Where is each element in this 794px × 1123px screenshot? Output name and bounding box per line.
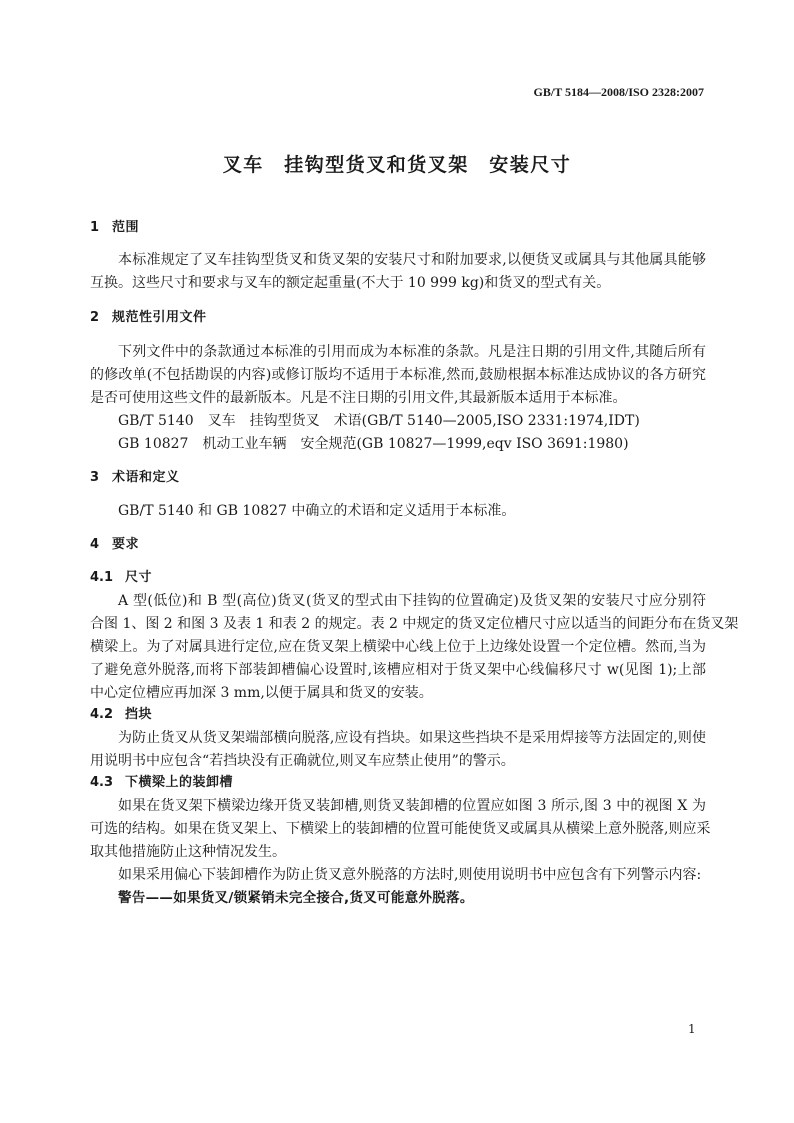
page-number: 1 [688,1022,696,1036]
paragraph-line: 可选的结构。如果在货叉架上、下横梁上的装卸槽的位置可能使货叉或属具从横梁上意外脱落,则应采 [90,821,711,837]
document-title: 叉车 挂钩型货叉和货叉架 安装尺寸 [222,154,572,176]
paragraph-line: 本标准规定了叉车挂钩型货叉和货叉架的安装尺寸和附加要求,以便货叉或属具与其他属具能够 [118,252,706,268]
section-number: 3 [90,470,100,485]
reference-item: GB 10827 机动工业车辆 安全规范(GB 10827—1999,eqv ISO 3691:1980) [118,436,629,452]
section-4-1-heading [90,567,706,589]
paragraph-line: 取其他措施防止这种情况发生。 [90,844,286,860]
section-title: 术语和定义 [112,470,180,485]
section-4-2-paragraph [90,727,706,773]
section-4-1-paragraph [90,590,739,705]
section-2-paragraph [90,341,706,456]
section-number: 2 [90,310,100,325]
subsection-number: 4.3 [90,775,114,790]
paragraph-line: 是否可使用这些文件的最新版本。凡是不注日期的引用文件,其最新版本适用于本标准。 [90,390,627,406]
paragraph-line: 用说明书中应包含“若挡块没有正确就位,则叉车应禁止使用”的警示。 [90,753,515,769]
section-1-heading [90,217,706,239]
paragraph-line: GB/T 5140 和 GB 10827 中确立的术语和定义适用于本标准。 [118,503,516,519]
subsection-title: 下横梁上的装卸槽 [125,775,234,790]
section-number: 4 [90,537,100,552]
paragraph-line: 如果采用偏心下装卸槽作为防止货叉意外脱落的方法时,则使用说明书中应包含有下列警示内容: [118,867,702,883]
paragraph-line: 合图 1、图 2 和图 3 及表 1 和表 2 的规定。表 2 中规定的货叉定位槽尺寸应以适当的间距分布在货叉架 [90,616,739,632]
paragraph-line: 如果在货叉架下横梁边缘开货叉装卸槽,则货叉装卸槽的位置应如图 3 所示,图 3 中的视图 X 为 [118,798,706,814]
warning-text: 警告——如果货叉/锁紧销未完全接合,货叉可能意外脱落。 [118,890,474,906]
section-3-paragraph [90,500,706,523]
subsection-number: 4.1 [90,570,114,585]
section-4-3-heading [90,772,706,794]
subsection-number: 4.2 [90,707,114,722]
paragraph-line: A 型(低位)和 B 型(高位)货叉(货叉的型式由下挂钩的位置确定)及货叉架的安装尺寸应分别符 [118,593,706,609]
section-2-heading [90,307,706,329]
paragraph-line: 互换。这些尺寸和要求与叉车的额定起重量(不大于 10 999 kg)和货叉的型式有关。 [90,275,611,291]
reference-item: GB/T 5140 叉车 挂钩型货叉 术语(GB/T 5140—2005,ISO 2331:1974,IDT) [118,413,640,429]
section-title: 范围 [112,220,140,235]
paragraph-line: 下列文件中的条款通过本标准的引用而成为本标准的条款。凡是注日期的引用文件,其随后所有 [118,344,706,360]
section-3-heading [90,467,706,489]
section-4-heading [90,534,706,556]
subsection-title: 尺寸 [125,570,153,585]
paragraph-line: 横梁上。为了对属具进行定位,应在货叉架上横梁中心线上位于上边缘处设置一个定位槽。然而,当为 [90,639,706,655]
subsection-title: 挡块 [125,707,153,722]
section-4-2-heading [90,704,706,726]
paragraph-line: 了避免意外脱落,而将下部装卸槽偏心设置时,该槽应相对于货叉架中心线偏移尺寸 w(见图 1);上部 [90,662,706,678]
section-1-paragraph [90,249,706,295]
standard-code-header: GB/T 5184—2008/ISO 2328:2007 [533,85,704,99]
section-4-3-paragraph [90,795,711,910]
paragraph-line: 为防止货叉从货叉架端部横向脱落,应设有挡块。如果这些挡块不是采用焊接等方法固定的,则使 [118,730,706,746]
section-title: 规范性引用文件 [112,310,207,325]
section-number: 1 [90,220,100,235]
paragraph-line: 的修改单(不包括勘误的内容)或修订版均不适用于本标准,然而,鼓励根据本标准达成协议的各方研究 [90,367,706,383]
paragraph-line: 中心定位槽应再加深 3 mm,以便于属具和货叉的安装。 [90,685,433,701]
section-title: 要求 [112,537,140,552]
